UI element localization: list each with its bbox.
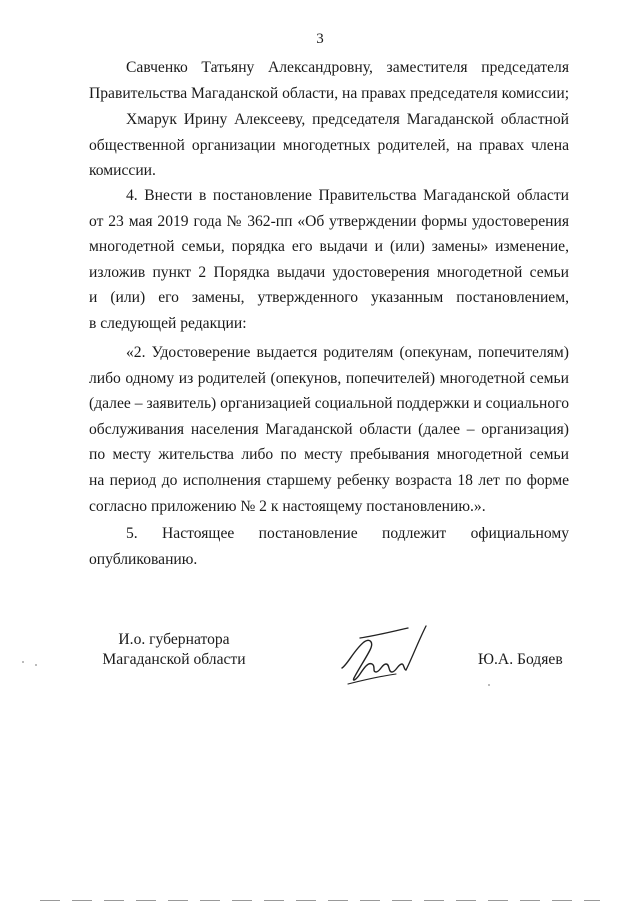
scan-speck — [488, 684, 490, 686]
text-line: либо одному из родителей (опекунов, попечителей) многодетной семьи — [89, 369, 569, 387]
text-line: Савченко Татьяну Александровну, заместителя председателя — [126, 59, 569, 76]
text-line: 4. Внести в постановление Правительства Магаданской области — [126, 187, 569, 204]
text-line: 5. Настоящее постановление подлежит официальному — [126, 525, 569, 542]
paragraph-item-4 — [89, 183, 569, 337]
signatory-name: Ю.А. Бодяев — [478, 651, 563, 668]
scan-speck — [22, 661, 24, 663]
text-line: на период до исполнения старшему ребенку возраста 18 лет по форме — [89, 471, 569, 489]
paragraph-savchenko — [89, 55, 569, 106]
text-line: комиссии. — [89, 162, 156, 180]
text-line: по месту жительства либо по месту пребывания многодетной семьи — [89, 446, 569, 464]
text-line: Хмарук Ирину Алексееву, председателя Магаданской областной — [126, 111, 569, 128]
text-line: Правительства Магаданской области, на правах председателя комиссии; — [89, 84, 570, 102]
paragraph-quoted-item-2 — [89, 340, 569, 519]
text-line: опубликованию. — [89, 550, 198, 568]
signatory-title — [89, 630, 259, 670]
text-line: в следующей редакции: — [89, 314, 247, 332]
signatory-title-line: Магаданской области — [102, 651, 246, 668]
text-line: многодетной семьи, порядка его выдачи и (или) замены» изменение, — [89, 238, 569, 256]
text-line: согласно приложению № 2 к настоящему постановлению.». — [89, 497, 486, 515]
page-bottom-edge — [40, 900, 600, 901]
paragraph-khmaruk — [89, 107, 569, 184]
scan-speck — [35, 664, 37, 666]
text-line: общественной организации многодетных родителей, на правах члена — [89, 136, 569, 154]
signatory-title-line: И.о. губернатора — [118, 631, 230, 648]
handwritten-signature — [334, 620, 434, 690]
paragraph-item-5 — [89, 521, 569, 572]
page-number: 3 — [316, 31, 324, 47]
text-line: изложив пункт 2 Порядка выдачи удостоверения многодетной семьи — [89, 263, 569, 281]
text-line: и (или) его замены, утвержденного указанным постановлением, — [89, 289, 569, 307]
text-line: (далее – заявитель) организацией социальной поддержки и социального — [89, 395, 569, 413]
text-line: от 23 мая 2019 года № 362-пп «Об утверждении формы удостоверения — [89, 212, 569, 230]
signature-block — [0, 620, 640, 700]
text-line: обслуживания населения Магаданской области (далее – организация) — [89, 420, 569, 438]
text-line: «2. Удостоверение выдается родителям (опекунам, попечителям) — [126, 344, 569, 361]
